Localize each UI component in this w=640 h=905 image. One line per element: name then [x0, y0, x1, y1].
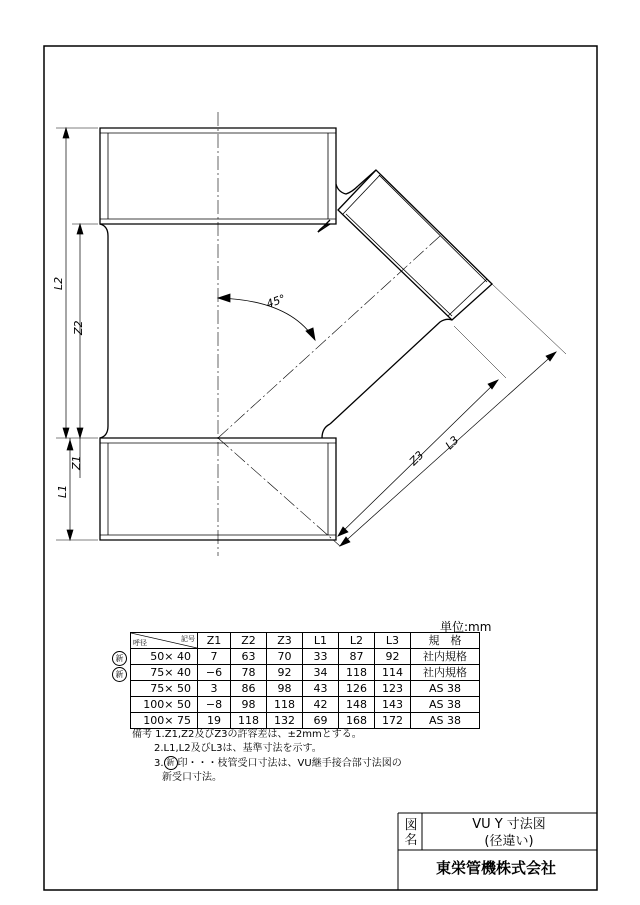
value-cell: 42 — [303, 697, 339, 713]
dim-label-l1: L1 — [56, 484, 69, 498]
note-line-3 — [132, 756, 402, 771]
title-block-title — [425, 816, 593, 850]
value-cell: 33 — [303, 649, 339, 665]
value-cell: 132 — [267, 713, 303, 729]
dim-label-z3: Z3 — [406, 448, 427, 469]
value-cell: 86 — [231, 681, 267, 697]
value-cell: 172 — [375, 713, 411, 729]
col-header-standard: 規 格 — [411, 633, 480, 649]
size-cell: 50× 40 — [131, 649, 198, 665]
value-cell: 118 — [267, 697, 303, 713]
dim-label-angle: 45° — [264, 291, 288, 311]
dim-label-l3: L3 — [442, 433, 462, 453]
dim-label-z2: Z2 — [72, 320, 85, 335]
branch-socket-outline — [338, 170, 492, 320]
value-cell: 118 — [339, 665, 375, 681]
notes-block — [132, 728, 402, 785]
value-cell: 70 — [267, 649, 303, 665]
note-line-4: 新受口寸法。 — [162, 772, 222, 783]
value-cell: −8 — [198, 697, 231, 713]
value-cell: 19 — [198, 713, 231, 729]
value-cell: 114 — [375, 665, 411, 681]
value-cell: 34 — [303, 665, 339, 681]
value-cell: 69 — [303, 713, 339, 729]
value-cell: 92 — [375, 649, 411, 665]
value-cell: 148 — [339, 697, 375, 713]
table-row — [131, 713, 480, 729]
col-header-l3: L3 — [375, 633, 411, 649]
note-3-prefix: 3. — [154, 758, 164, 769]
table-corner-cell — [131, 633, 198, 649]
standard-cell: AS 38 — [411, 697, 480, 713]
center-lines — [218, 112, 440, 556]
value-cell: 63 — [231, 649, 267, 665]
table-header-row — [131, 633, 480, 649]
value-cell: 87 — [339, 649, 375, 665]
unit-label: 単位:mm — [440, 620, 492, 634]
standard-cell: AS 38 — [411, 713, 480, 729]
size-cell: 75× 40 — [131, 665, 198, 681]
value-cell: 126 — [339, 681, 375, 697]
standard-cell: AS 38 — [411, 681, 480, 697]
dim-label-l2: L2 — [52, 276, 65, 290]
col-header-z1: Z1 — [198, 633, 231, 649]
size-cell: 100× 50 — [131, 697, 198, 713]
standard-cell: 社内規格 — [411, 649, 480, 665]
value-cell: 3 — [198, 681, 231, 697]
value-cell: 78 — [231, 665, 267, 681]
note-line-1: 備考 1.Z1,Z2及びZ3の許容差は、±2mmとする。 — [132, 729, 362, 740]
value-cell: 98 — [267, 681, 303, 697]
title-block-label: 図名 — [404, 818, 418, 848]
value-cell: 92 — [267, 665, 303, 681]
size-cell: 100× 75 — [131, 713, 198, 729]
pipe-drawing — [100, 128, 492, 540]
dim-label-z1: Z1 — [70, 455, 83, 470]
size-cell: 75× 50 — [131, 681, 198, 697]
dimension-table — [130, 632, 480, 729]
branch-dimensions — [338, 284, 566, 546]
note-3-text: 印・・・枝管受口寸法は、VU継手接合部寸法図の — [177, 758, 402, 769]
table-row — [131, 697, 480, 713]
table-row — [131, 665, 480, 681]
note-new-mark: 新 — [164, 756, 178, 770]
corner-label-size: 呼径 — [133, 639, 147, 647]
note-line-2: 2.L1,L2及びL3は、基準寸法を示す。 — [154, 743, 322, 754]
value-cell: 7 — [198, 649, 231, 665]
value-cell: 43 — [303, 681, 339, 697]
value-cell: 123 — [375, 681, 411, 697]
company-name: 東栄管機株式会社 — [435, 859, 556, 877]
col-header-l2: L2 — [339, 633, 375, 649]
standard-cell: 社内規格 — [411, 665, 480, 681]
value-cell: 168 — [339, 713, 375, 729]
drawing-title-line-2: (径違い) — [484, 834, 534, 849]
value-cell: 98 — [231, 697, 267, 713]
table-row — [131, 681, 480, 697]
table-row — [131, 649, 480, 665]
drawing-title-line-1: VU Y 寸法図 — [472, 817, 546, 832]
new-mark-row-1: 新 — [112, 651, 127, 666]
col-header-l1: L1 — [303, 633, 339, 649]
col-header-z3: Z3 — [267, 633, 303, 649]
value-cell: 118 — [231, 713, 267, 729]
value-cell: −6 — [198, 665, 231, 681]
new-mark-row-2: 新 — [112, 667, 127, 682]
corner-label-symbol: 記号 — [181, 635, 195, 643]
value-cell: 143 — [375, 697, 411, 713]
col-header-z2: Z2 — [231, 633, 267, 649]
